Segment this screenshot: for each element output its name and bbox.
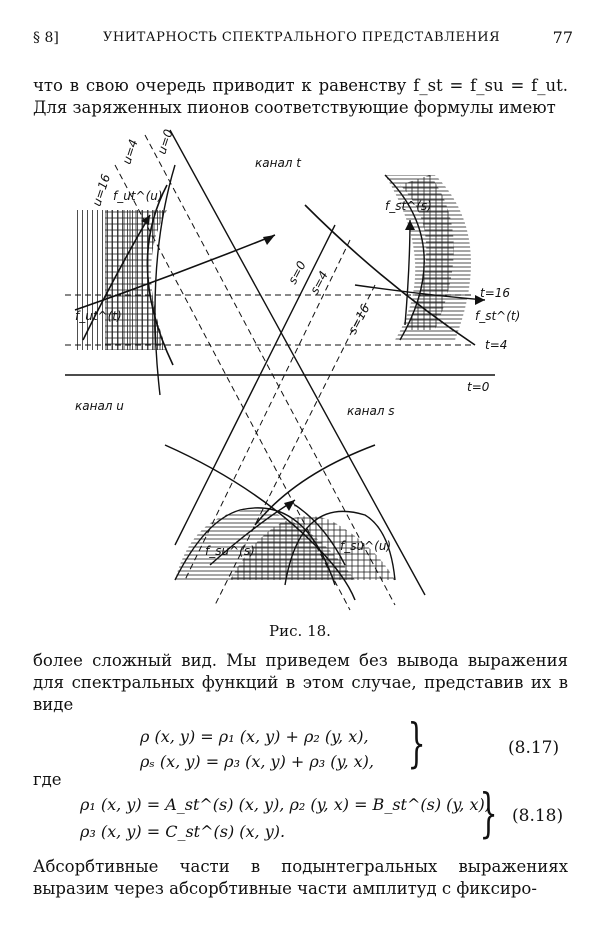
running-header bbox=[33, 26, 573, 50]
label-f-st-s: f_st^(s) bbox=[385, 199, 432, 213]
label-u0: u=0 bbox=[154, 127, 176, 156]
label-t4: t=4 bbox=[485, 338, 508, 352]
figure-caption: Рис. 18. bbox=[269, 622, 331, 640]
label-f-su-s: f_su^(s) bbox=[205, 544, 255, 558]
equation-8-17-line1: ρ (x, y) = ρ₁ (x, y) + ρ₂ (y, x), bbox=[140, 727, 369, 746]
label-t0: t=0 bbox=[467, 380, 490, 394]
equation-8-18-line2: ρ₃ (x, y) = C_st^(s) (x, y). bbox=[80, 822, 286, 841]
label-channel-s: канал s bbox=[347, 404, 395, 418]
equation-number-8-18: (8.18) bbox=[512, 806, 564, 826]
label-u4: u=4 bbox=[119, 137, 141, 166]
label-t16: t=16 bbox=[480, 286, 511, 300]
label-f-su-u: f_su^(u) bbox=[340, 539, 392, 553]
label-s16: s=16 bbox=[345, 301, 373, 337]
label-channel-u: канал u bbox=[75, 399, 124, 413]
label-u16: u=16 bbox=[89, 172, 114, 208]
mandelstam-diagram bbox=[55, 125, 545, 620]
s0-line bbox=[175, 225, 335, 545]
label-f-st-t: f_st^(t) bbox=[475, 309, 521, 323]
page-number: 77 bbox=[552, 28, 573, 47]
paragraph-intro: что в свою очередь приводит к равенству f_st = f_su = f_ut. Для заряженных пионов соответствующие формулы имеют bbox=[33, 76, 568, 117]
label-channel-t: канал t bbox=[255, 156, 301, 170]
label-f-ut-u: f_ut^(u) bbox=[113, 189, 163, 203]
where-word: где bbox=[33, 770, 62, 789]
equation-brace: } bbox=[407, 714, 426, 774]
section-number: § 8] bbox=[33, 30, 59, 46]
paragraph-spectral: более сложный вид. Мы приведем без вывода выражения для спектральных функций в этом случае, представив их в виде bbox=[33, 651, 568, 714]
running-title: УНИТАРНОСТЬ СПЕКТРАЛЬНОГО ПРЕДСТАВЛЕНИЯ bbox=[103, 30, 501, 45]
paragraph-absorptive: Абсорбтивные части в подынтегральных выражениях выразим через абсорбтивные части амплитуд с фиксиро- bbox=[33, 857, 568, 898]
equation-brace: } bbox=[479, 784, 498, 844]
equation-8-17-line2: ρₛ (x, y) = ρ₃ (x, y) + ρ₃ (y, x), bbox=[140, 752, 374, 771]
label-s4: s=4 bbox=[307, 268, 331, 297]
label-f-ut-t: f_ut^(t) bbox=[75, 309, 122, 323]
label-s0: s=0 bbox=[285, 258, 309, 287]
equation-8-18-line1: ρ₁ (x, y) = A_st^(s) (x, y), ρ₂ (y, x) = B_st^(s) (y, x), bbox=[80, 795, 490, 814]
equation-number-8-17: (8.17) bbox=[508, 738, 560, 758]
